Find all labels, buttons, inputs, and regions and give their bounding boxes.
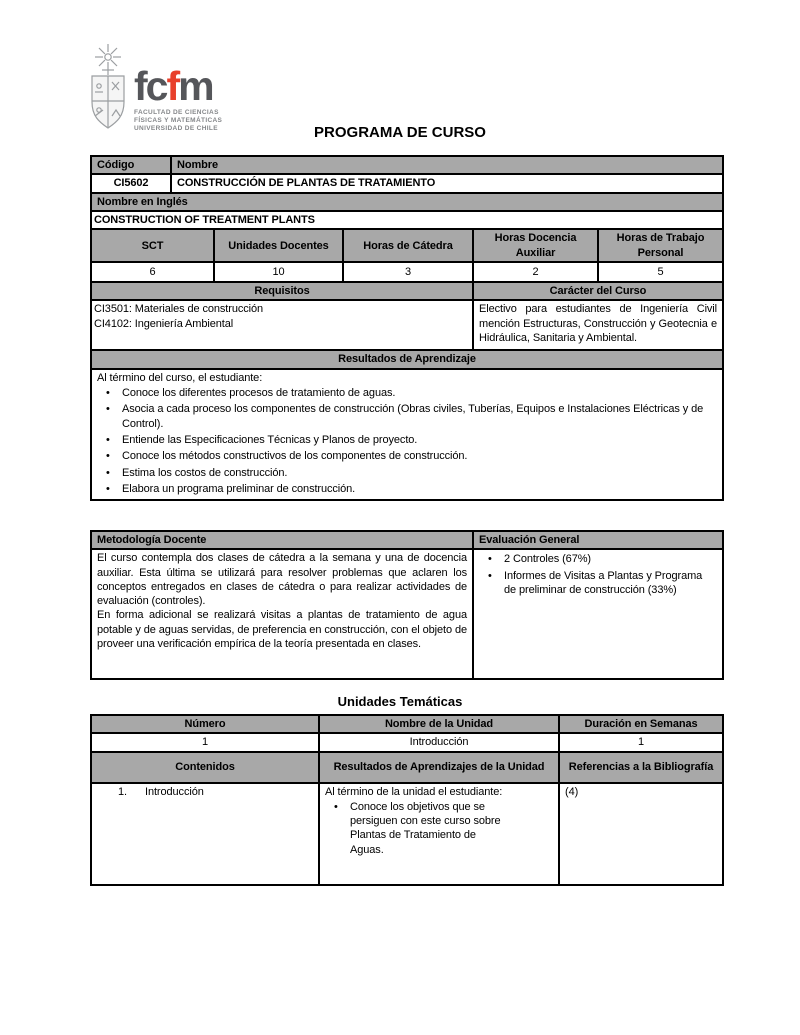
resultado-item: • Entiende las Especificaciones Técnicas y Planos de proyecto. [97, 433, 717, 447]
unidades-tematicas-table [90, 714, 724, 886]
fcfm-accent-letter: f [166, 63, 179, 109]
duracion-semanas-header: Duración en Semanas [559, 715, 723, 733]
unidad-duracion-value: 1 [559, 733, 723, 751]
metodologia-docente-content [91, 549, 473, 679]
contenido-number: 1. [118, 785, 127, 798]
fcfm-logo-text [134, 42, 222, 133]
sct-value: 6 [91, 262, 214, 282]
unidades-tematicas-title: Unidades Temáticas [337, 694, 463, 709]
resultado-item: • Asocia a cada proceso los componentes de construcción (Obras civiles, Tuberías, Equipos e Instalaciones Eléctricas y de Control). [97, 402, 717, 431]
contenidos-cell [91, 783, 319, 885]
resultado-unidad-item: • Conoce los objetivos que se persiguen con este curso sobre Plantas de Tratamiento de Aguas. [325, 800, 502, 857]
fcfm-logo [86, 42, 222, 136]
fcfm-acronym: fcfm [134, 63, 213, 109]
contenidos-header: Contenidos [91, 752, 319, 783]
requisitos-value [91, 300, 473, 350]
contenido-item [97, 785, 313, 799]
resultado-item: • Elabora un programa preliminar de construcción. [97, 482, 717, 496]
caracter-curso-value: Electivo para estudiantes de Ingeniería Civil mención Estructuras, Construcción y Geotecnia e Hidráulica, Sanitaria y Ambiental. [473, 300, 723, 350]
horas-catedra-header: Horas de Cátedra [343, 229, 473, 262]
metodologia-docente-header: Metodología Docente [91, 531, 473, 549]
sct-header: SCT [91, 229, 214, 262]
horas-catedra-value: 3 [343, 262, 473, 282]
resultados-bullet-list [97, 386, 717, 496]
nombre-ingles-header: Nombre en Inglés [91, 193, 723, 211]
evaluacion-bullet-list [479, 552, 717, 597]
horas-docencia-auxiliar-value: 2 [473, 262, 598, 282]
codigo-value: CI5602 [91, 174, 171, 192]
metodologia-paragraph: En forma adicional se realizará visitas a plantas de tratamiento de agua potable y de aguas servidas, de preferencia en construcción, con el objeto de proveer una verificación empírica de la teoría presentada en clases. [97, 609, 467, 651]
numero-header: Número [91, 715, 319, 733]
resultados-aprendizaje-content [91, 369, 723, 500]
resultado-item: • Estima los costos de construcción. [97, 466, 717, 480]
resultados-intro: Al término del curso, el estudiante: [97, 371, 263, 384]
nombre-value: CONSTRUCCIÓN DE PLANTAS DE TRATAMIENTO [171, 174, 723, 192]
unidad-nombre-value: Introducción [319, 733, 559, 751]
resultados-unidad-cell [319, 783, 559, 885]
horas-trabajo-personal-value: 5 [598, 262, 723, 282]
requisito-item: CI4102: Ingeniería Ambiental [94, 317, 234, 330]
horas-docencia-auxiliar-header: Horas Docencia Auxiliar [473, 229, 598, 262]
metodologia-evaluacion-table [90, 530, 724, 680]
metodologia-paragraph: El curso contempla dos clases de cátedra a la semana y una de docencia auxiliar. Esta última se utilizará para resolver problemas que aclaren los conceptos entregados en clases de cátedra o para realizar actividades de evaluación (controles). [97, 552, 467, 608]
requisito-item: CI3501: Materiales de construcción [94, 303, 264, 316]
unidades-docentes-header: Unidades Docentes [214, 229, 343, 262]
caracter-curso-header: Carácter del Curso [473, 282, 723, 300]
page-title: PROGRAMA DE CURSO [314, 124, 486, 141]
resultado-item: • Conoce los métodos constructivos de los componentes de construcción. [97, 449, 717, 463]
nombre-unidad-header: Nombre de la Unidad [319, 715, 559, 733]
resultados-unidad-intro: Al término de la unidad el estudiante: [325, 785, 503, 798]
nombre-header: Nombre [171, 156, 723, 174]
evaluacion-item: • Informes de Visitas a Plantas y Programa de preliminar de construcción (33%) [479, 569, 717, 598]
contenido-text: Introducción [145, 785, 204, 798]
unidad-numero-value: 1 [91, 733, 319, 751]
unidades-docentes-value: 10 [214, 262, 343, 282]
evaluacion-general-content [473, 549, 723, 679]
university-crest-icon [86, 42, 130, 136]
referencias-bibliografia-header: Referencias a la Bibliografía [559, 752, 723, 783]
referencias-cell: (4) [559, 783, 723, 885]
faculty-name: FACULTAD DE CIENCIAS FÍSICAS Y MATEMÁTICAS UNIVERSIDAD DE CHILE [134, 108, 223, 133]
nombre-ingles-value: CONSTRUCTION OF TREATMENT PLANTS [91, 211, 723, 229]
resultado-item: • Conoce los diferentes procesos de tratamiento de aguas. [97, 386, 717, 400]
course-info-table [90, 155, 724, 501]
evaluacion-general-header: Evaluación General [473, 531, 723, 549]
resultados-unidad-header: Resultados de Aprendizajes de la Unidad [319, 752, 559, 783]
codigo-header: Código [91, 156, 171, 174]
requisitos-header: Requisitos [91, 282, 473, 300]
resultados-aprendizaje-header: Resultados de Aprendizaje [91, 350, 723, 368]
horas-trabajo-personal-header: Horas de Trabajo Personal [598, 229, 723, 262]
resultados-unidad-bullet-list [325, 800, 553, 857]
evaluacion-item: • 2 Controles (67%) [479, 552, 717, 566]
